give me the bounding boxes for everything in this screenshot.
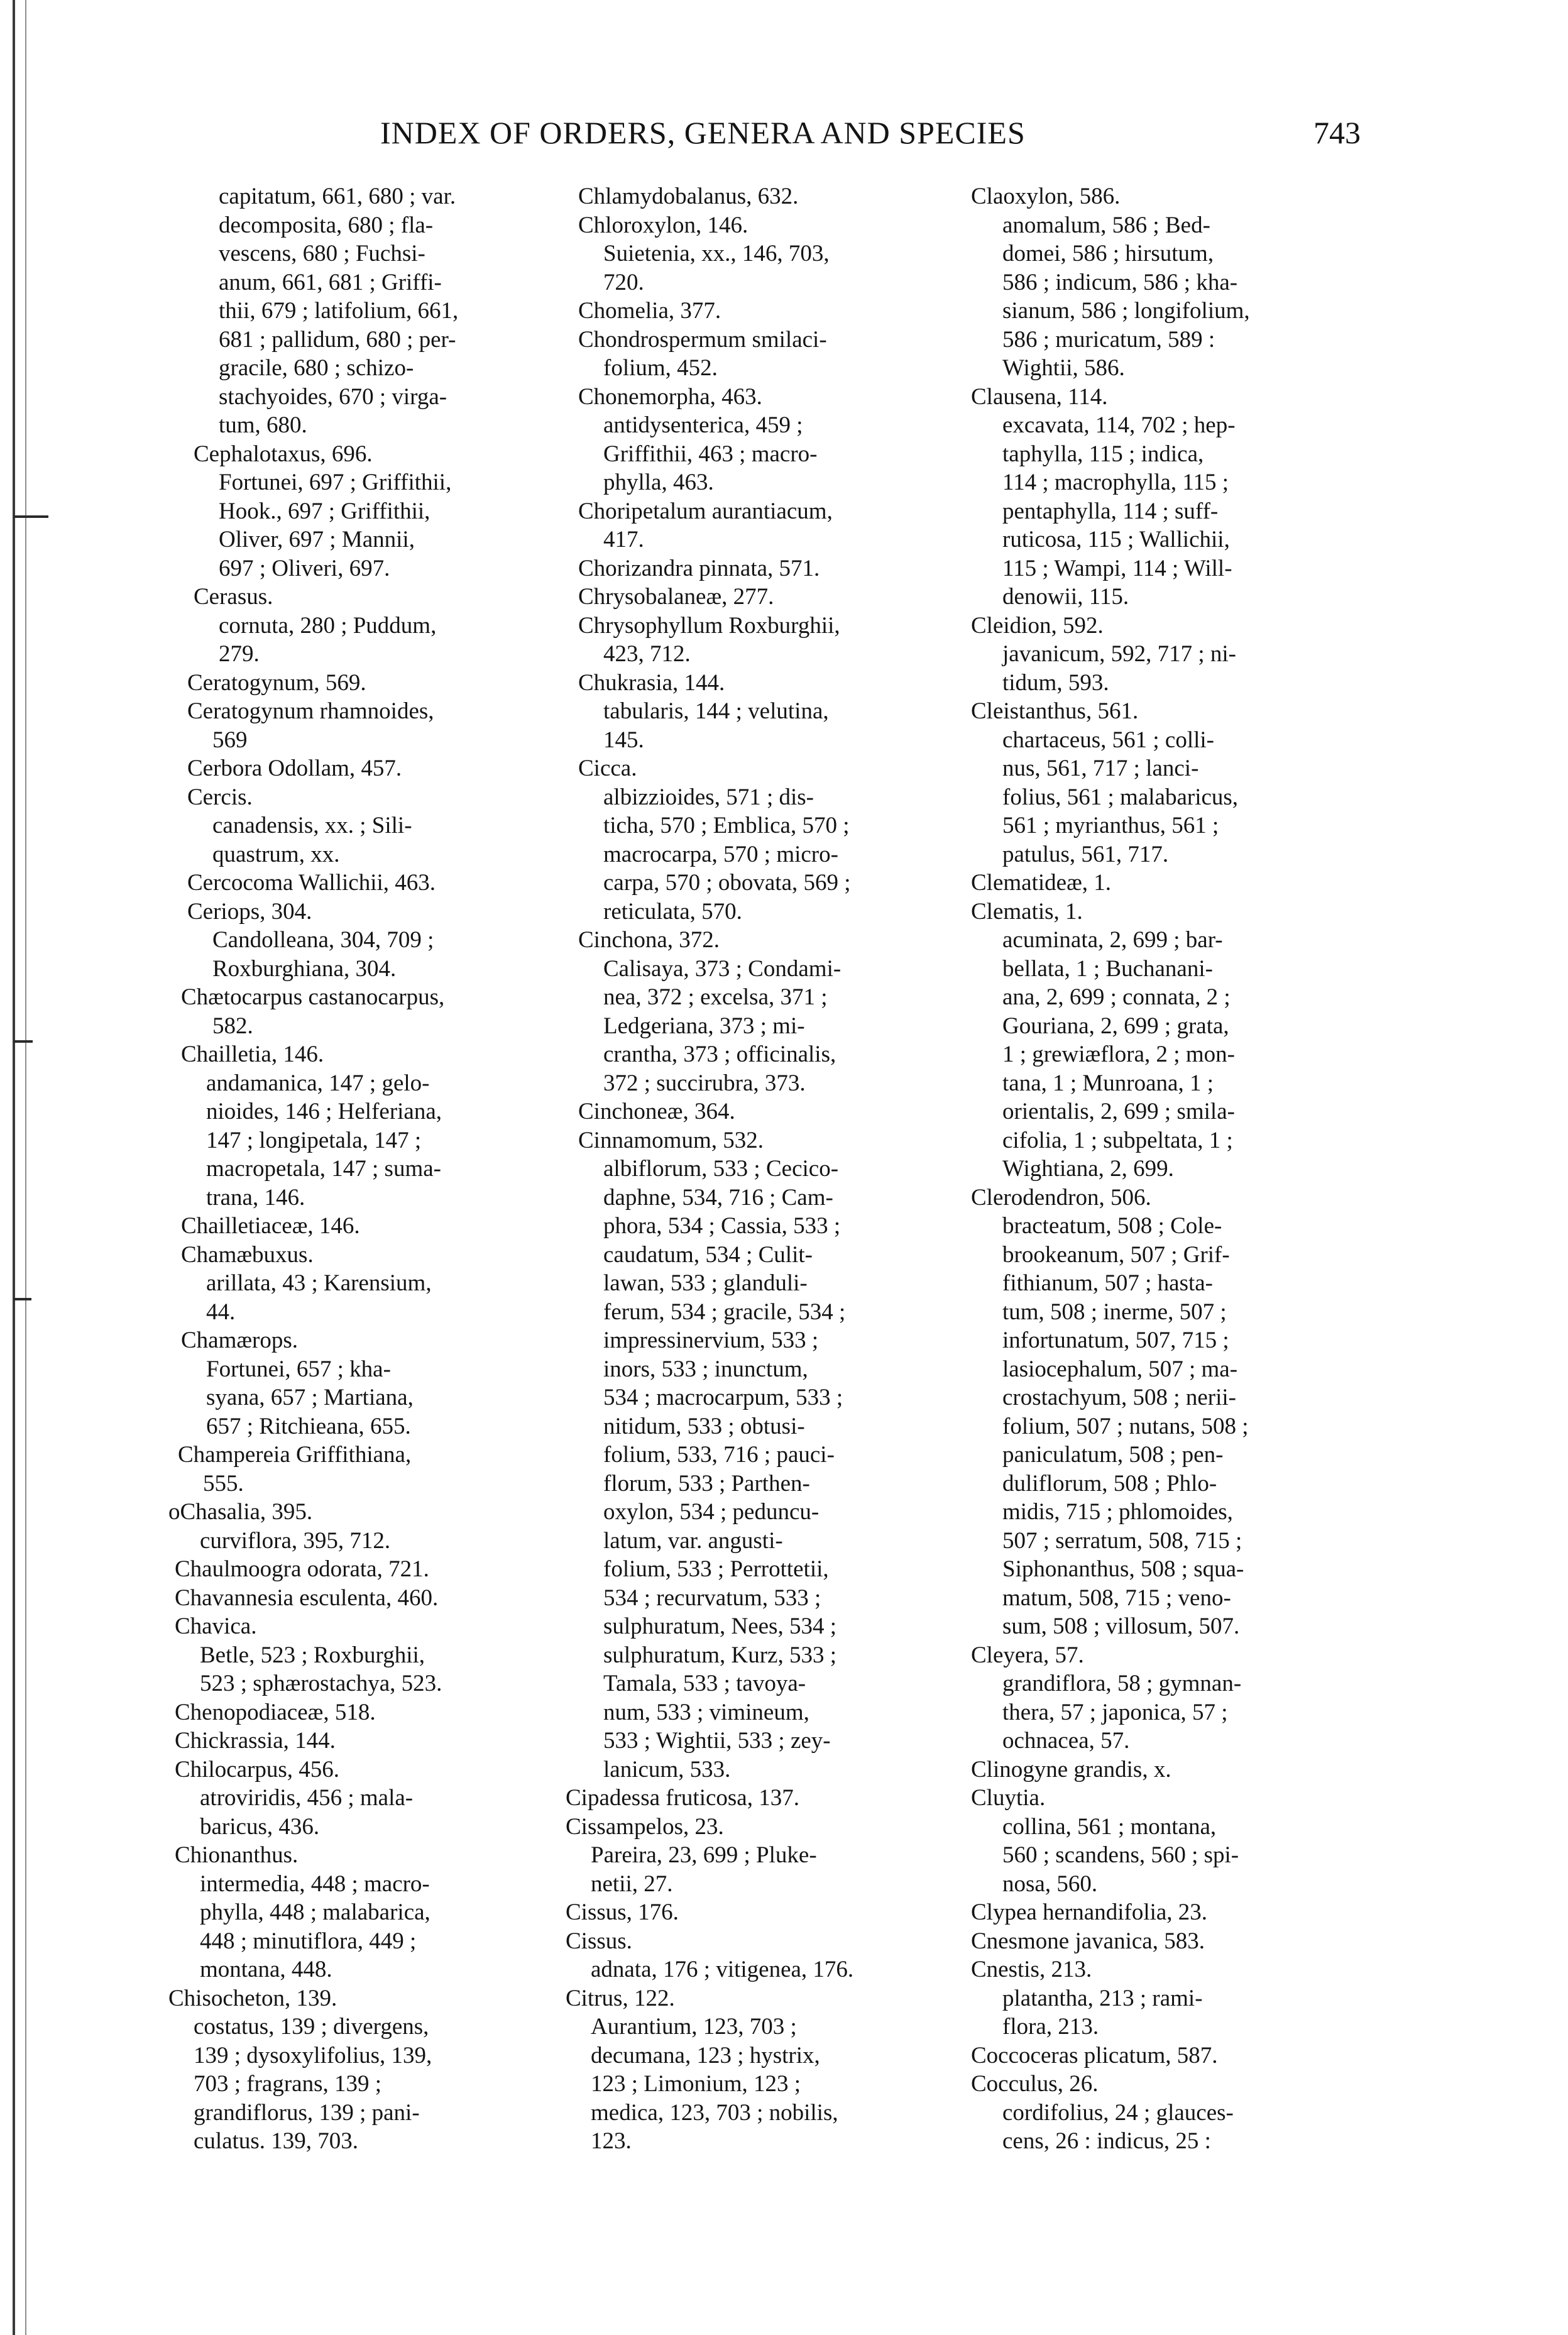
- index-line: 534 ; recurvatum, 533 ;: [603, 1585, 821, 1611]
- index-line: Chilocarpus, 456.: [175, 1756, 340, 1783]
- index-line: Fortunei, 697 ; Griffithii,: [219, 470, 452, 495]
- index-line: Cleidion, 592.: [971, 612, 1104, 639]
- index-line: lasiocephalum, 507 ; ma-: [1002, 1356, 1238, 1382]
- index-line: Coccoceras plicatum, 587.: [971, 2042, 1218, 2069]
- index-line: 44.: [206, 1299, 236, 1325]
- index-line: Cercocoma Wallichii, 463.: [187, 870, 436, 896]
- index-line: phylla, 463.: [603, 470, 714, 495]
- index-line: Clematis, 1.: [971, 898, 1083, 925]
- index-line: 703 ; fragrans, 139 ;: [194, 2071, 382, 2097]
- index-line: Cocculus, 26.: [971, 2071, 1099, 2097]
- index-line: tidum, 593.: [1002, 669, 1109, 696]
- index-line: crantha, 373 ; officinalis,: [603, 1041, 836, 1067]
- index-line: 657 ; Ritchieana, 655.: [206, 1413, 411, 1439]
- index-line: ferum, 534 ; gracile, 534 ;: [603, 1299, 846, 1325]
- index-line: 523 ; sphærostachya, 523.: [200, 1671, 442, 1696]
- index-line: Cnesmone javanica, 583.: [971, 1928, 1205, 1954]
- index-line: Cleistanthus, 561.: [971, 698, 1139, 724]
- index-line: Chamærops.: [181, 1327, 299, 1353]
- index-line: matum, 508, 715 ; veno-: [1002, 1585, 1231, 1611]
- index-column-1: [168, 182, 558, 2156]
- index-line: ruticosa, 115 ; Wallichii,: [1002, 527, 1230, 552]
- index-line: culatus. 139, 703.: [194, 2128, 359, 2154]
- index-line: Oliver, 697 ; Mannii,: [219, 527, 415, 552]
- index-line: Chukrasia, 144.: [578, 669, 725, 696]
- index-line: Griffithii, 463 ; macro-: [603, 441, 818, 467]
- index-line: 417.: [603, 527, 644, 552]
- index-line: costatus, 139 ; divergens,: [194, 2014, 429, 2040]
- index-line: Suietenia, xx., 146, 703,: [603, 241, 830, 266]
- index-line: arillata, 43 ; Karensium,: [206, 1270, 432, 1296]
- index-line: Chrysophyllum Roxburghii,: [578, 612, 840, 639]
- index-line: tana, 1 ; Munroana, 1 ;: [1002, 1070, 1214, 1096]
- index-line: platantha, 213 ; rami-: [1002, 1985, 1203, 2011]
- page-number: 743: [1313, 115, 1361, 150]
- index-line: cifolia, 1 ; subpeltata, 1 ;: [1002, 1127, 1233, 1153]
- index-line: acuminata, 2, 699 ; bar-: [1002, 927, 1223, 953]
- index-column-2: [559, 182, 949, 2156]
- index-line: cornuta, 280 ; Puddum,: [219, 612, 437, 639]
- index-line: Wightii, 586.: [1002, 355, 1125, 381]
- index-line: florum, 533 ; Parthen-: [603, 1470, 810, 1497]
- index-line: Chavica.: [175, 1613, 257, 1639]
- edge-mark: [14, 1040, 33, 1043]
- index-line: gracile, 680 ; schizo-: [219, 355, 414, 381]
- index-line: bracteatum, 508 ; Cole-: [1002, 1213, 1222, 1239]
- index-line: Chonemorpha, 463.: [578, 383, 762, 410]
- index-line: 720.: [603, 269, 644, 295]
- index-line: anum, 661, 681 ; Griffi-: [219, 269, 442, 295]
- index-line: Aurantium, 123, 703 ;: [591, 2014, 797, 2040]
- index-line: infortunatum, 507, 715 ;: [1002, 1327, 1229, 1353]
- index-line: anomalum, 586 ; Bed-: [1002, 212, 1210, 238]
- index-line: Cnestis, 213.: [971, 1957, 1092, 1982]
- index-line: Cluytia.: [971, 1785, 1046, 1811]
- index-line: Wightiana, 2, 699.: [1002, 1156, 1174, 1182]
- index-line: javanicum, 592, 717 ; ni-: [1002, 641, 1236, 667]
- index-line: syana, 657 ; Martiana,: [206, 1385, 414, 1410]
- index-line: 114 ; macrophylla, 115 ;: [1002, 470, 1229, 495]
- index-line: nea, 372 ; excelsa, 371 ;: [603, 984, 828, 1010]
- index-line: latum, var. angusti-: [603, 1527, 783, 1554]
- index-line: decomposita, 680 ; fla-: [219, 212, 434, 238]
- index-line: andamanica, 147 ; gelo-: [206, 1070, 430, 1096]
- index-line: albizzioides, 571 ; dis-: [603, 784, 814, 810]
- index-line: fithianum, 507 ; hasta-: [1002, 1270, 1213, 1296]
- index-line: 372 ; succirubra, 373.: [603, 1070, 806, 1096]
- index-line: Calisaya, 373 ; Condami-: [603, 955, 842, 982]
- index-line: 279.: [219, 641, 260, 667]
- index-line: midis, 715 ; phlomoides,: [1002, 1499, 1233, 1525]
- index-line: 123.: [591, 2128, 632, 2154]
- index-line: Chloroxylon, 146.: [578, 212, 748, 238]
- index-line: Clinogyne grandis, x.: [971, 1756, 1171, 1783]
- index-line: Roxburghiana, 304.: [212, 955, 397, 982]
- index-line: 123 ; Limonium, 123 ;: [591, 2071, 801, 2097]
- index-line: 697 ; Oliveri, 697.: [219, 555, 390, 581]
- index-line: Clausena, 114.: [971, 383, 1108, 410]
- index-line: Betle, 523 ; Roxburghii,: [200, 1642, 425, 1668]
- index-line: 534 ; macrocarpum, 533 ;: [603, 1385, 843, 1410]
- index-line: Cinnamomum, 532.: [578, 1127, 764, 1153]
- index-line: folium, 533, 716 ; pauci-: [603, 1442, 835, 1468]
- index-line: Chomelia, 377.: [578, 298, 721, 324]
- index-line: carpa, 570 ; obovata, 569 ;: [603, 870, 851, 896]
- index-line: Ledgeriana, 373 ; mi-: [603, 1013, 805, 1039]
- index-line: pentaphylla, 114 ; suff-: [1002, 498, 1219, 524]
- index-line: tum, 508 ; inerme, 507 ;: [1002, 1299, 1227, 1325]
- index-line: 448 ; minutiflora, 449 ;: [200, 1928, 417, 1954]
- index-line: phylla, 448 ; malabarica,: [200, 1899, 430, 1925]
- index-line: 561 ; myrianthus, 561 ;: [1002, 813, 1219, 838]
- index-line: 681 ; pallidum, 680 ; per-: [219, 326, 456, 353]
- index-line: excavata, 114, 702 ; hep-: [1002, 412, 1236, 438]
- index-line: baricus, 436.: [200, 1813, 320, 1840]
- index-line: domei, 586 ; hirsutum,: [1002, 241, 1214, 266]
- index-line: cordifolius, 24 ; glauces-: [1002, 2099, 1234, 2126]
- index-line: Chorizandra pinnata, 571.: [578, 555, 820, 581]
- index-line: Chisocheton, 139.: [168, 1985, 337, 2011]
- index-line: Chailletiaceæ, 146.: [181, 1213, 360, 1239]
- index-line: Choripetalum aurantiacum,: [578, 498, 833, 524]
- index-line: 115 ; Wampi, 114 ; Will-: [1002, 555, 1232, 581]
- index-line: grandiflora, 58 ; gymnan-: [1002, 1671, 1242, 1696]
- index-line: collina, 561 ; montana,: [1002, 1813, 1217, 1840]
- index-line: phora, 534 ; Cassia, 533 ;: [603, 1213, 841, 1239]
- index-line: quastrum, xx.: [212, 841, 340, 867]
- index-line: Cerbora Odollam, 457.: [187, 755, 402, 781]
- page-edge-rule-secondary: [25, 0, 26, 2335]
- index-line: caudatum, 534 ; Culit-: [603, 1241, 813, 1268]
- index-line: Champereia Griffithiana,: [178, 1442, 412, 1468]
- index-line: oxylon, 534 ; peduncu-: [603, 1499, 820, 1525]
- index-line: macropetala, 147 ; suma-: [206, 1156, 441, 1182]
- index-line: adnata, 176 ; vitigenea, 176.: [591, 1957, 854, 1982]
- index-line: folium, 507 ; nutans, 508 ;: [1002, 1413, 1249, 1439]
- index-line: Cinchona, 372.: [578, 927, 720, 953]
- index-line: nioides, 146 ; Helferiana,: [206, 1099, 442, 1124]
- edge-mark: [14, 515, 48, 518]
- index-line: Candolleana, 304, 709 ;: [212, 927, 434, 953]
- index-line: Fortunei, 657 ; kha-: [206, 1356, 391, 1382]
- index-line: Cerasus.: [194, 584, 273, 610]
- index-line: nitidum, 533 ; obtusi-: [603, 1413, 805, 1439]
- index-line: flora, 213.: [1002, 2014, 1099, 2040]
- index-line: Chavannesia esculenta, 460.: [175, 1585, 439, 1611]
- index-line: canadensis, xx. ; Sili-: [212, 813, 412, 838]
- index-line: curviflora, 395, 712.: [200, 1527, 391, 1554]
- index-line: Clematideæ, 1.: [971, 870, 1111, 896]
- index-line: antidysenterica, 459 ;: [603, 412, 803, 438]
- index-line: nus, 561, 717 ; lanci-: [1002, 755, 1199, 781]
- index-line: Claoxylon, 586.: [971, 184, 1121, 209]
- index-line: Cercis.: [187, 784, 253, 810]
- index-line: crostachyum, 508 ; nerii-: [1002, 1385, 1236, 1410]
- index-line: patulus, 561, 717.: [1002, 841, 1169, 867]
- index-line: 586 ; indicum, 586 ; kha-: [1002, 269, 1238, 295]
- index-line: montana, 448.: [200, 1957, 332, 1982]
- index-line: vescens, 680 ; Fuchsi-: [219, 241, 425, 266]
- index-line: Cleyera, 57.: [971, 1642, 1084, 1668]
- index-line: bellata, 1 ; Buchanani-: [1002, 955, 1213, 982]
- index-line: tabularis, 144 ; velutina,: [603, 698, 829, 724]
- index-line: sianum, 586 ; longifolium,: [1002, 298, 1250, 324]
- index-line: thii, 679 ; latifolium, 661,: [219, 298, 459, 324]
- index-line: cens, 26 : indicus, 25 :: [1002, 2128, 1211, 2154]
- index-line: Cissampelos, 23.: [566, 1813, 724, 1840]
- index-line: Clypea hernandifolia, 23.: [971, 1899, 1208, 1925]
- index-line: atroviridis, 456 ; mala-: [200, 1785, 414, 1811]
- index-line: reticulata, 570.: [603, 898, 742, 925]
- index-line: Cephalotaxus, 696.: [194, 441, 373, 467]
- index-line: lanicum, 533.: [603, 1756, 731, 1783]
- index-line: 423, 712.: [603, 641, 691, 667]
- index-line: Siphonanthus, 508 ; squa-: [1002, 1556, 1244, 1582]
- index-line: medica, 123, 703 ; nobilis,: [591, 2099, 838, 2126]
- index-line: Citrus, 122.: [566, 1985, 675, 2011]
- index-line: sulphuratum, Kurz, 533 ;: [603, 1642, 836, 1668]
- index-line: sum, 508 ; villosum, 507.: [1002, 1613, 1240, 1639]
- index-line: brookeanum, 507 ; Grif-: [1002, 1241, 1230, 1268]
- index-line: nosa, 560.: [1002, 1871, 1098, 1897]
- index-line: oChasalia, 395.: [168, 1499, 313, 1525]
- index-line: grandiflorus, 139 ; pani-: [194, 2099, 420, 2126]
- index-line: 533 ; Wightii, 533 ; zey-: [603, 1728, 831, 1754]
- index-line: Chlamydobalanus, 632.: [578, 184, 799, 209]
- index-line: 145.: [603, 727, 644, 753]
- index-line: Ceratogynum rhamnoides,: [187, 698, 434, 724]
- index-line: Gouriana, 2, 699 ; grata,: [1002, 1013, 1229, 1039]
- index-line: Ceratogynum, 569.: [187, 669, 366, 696]
- index-line: ticha, 570 ; Emblica, 570 ;: [603, 813, 850, 838]
- index-line: taphylla, 115 ; indica,: [1002, 441, 1204, 467]
- index-line: albiflorum, 533 ; Cecico-: [603, 1156, 839, 1182]
- index-line: orientalis, 2, 699 ; smila-: [1002, 1099, 1235, 1124]
- index-line: tum, 680.: [219, 412, 307, 438]
- index-line: folium, 452.: [603, 355, 718, 381]
- index-line: duliflorum, 508 ; Phlo-: [1002, 1470, 1217, 1497]
- index-line: 582.: [212, 1013, 253, 1039]
- index-line: 147 ; longipetala, 147 ;: [206, 1127, 422, 1153]
- index-line: netii, 27.: [591, 1871, 673, 1897]
- index-line: Chionanthus.: [175, 1842, 299, 1868]
- edge-mark: [14, 1298, 31, 1300]
- index-line: inors, 533 ; inunctum,: [603, 1356, 808, 1382]
- index-line: Cissus.: [566, 1928, 632, 1954]
- index-line: 555.: [203, 1470, 244, 1497]
- index-line: Chætocarpus castanocarpus,: [181, 984, 445, 1010]
- index-line: Cicca.: [578, 755, 637, 781]
- index-line: lawan, 533 ; glanduli-: [603, 1270, 808, 1296]
- index-line: ochnacea, 57.: [1002, 1728, 1130, 1754]
- index-line: Chenopodiaceæ, 518.: [175, 1699, 376, 1725]
- index-line: Ceriops, 304.: [187, 898, 312, 925]
- index-line: chartaceus, 561 ; colli-: [1002, 727, 1214, 753]
- index-line: 1 ; grewiæflora, 2 ; mon-: [1002, 1041, 1235, 1067]
- index-line: impressinervium, 533 ;: [603, 1327, 819, 1353]
- running-head: INDEX OF ORDERS, GENERA AND SPECIES: [380, 115, 1026, 150]
- index-line: Chrysobalaneæ, 277.: [578, 584, 774, 610]
- index-line: 507 ; serratum, 508, 715 ;: [1002, 1527, 1242, 1554]
- index-line: Pareira, 23, 699 ; Pluke-: [591, 1842, 817, 1868]
- index-line: ana, 2, 699 ; connata, 2 ;: [1002, 984, 1231, 1010]
- index-line: Chamæbuxus.: [181, 1241, 314, 1268]
- index-line: 569: [212, 727, 248, 753]
- index-line: denowii, 115.: [1002, 584, 1129, 610]
- index-line: Chailletia, 146.: [181, 1041, 324, 1067]
- index-line: sulphuratum, Nees, 534 ;: [603, 1613, 836, 1639]
- index-line: capitatum, 661, 680 ; var.: [219, 184, 456, 209]
- index-line: Chickrassia, 144.: [175, 1728, 336, 1754]
- index-line: Chondrospermum smilaci-: [578, 326, 827, 353]
- index-line: folius, 561 ; malabaricus,: [1002, 784, 1239, 810]
- index-line: paniculatum, 508 ; pen-: [1002, 1442, 1224, 1468]
- index-line: thera, 57 ; japonica, 57 ;: [1002, 1699, 1228, 1725]
- index-line: num, 533 ; vimineum,: [603, 1699, 809, 1725]
- index-line: Chaulmoogra odorata, 721.: [175, 1556, 429, 1582]
- index-line: folium, 533 ; Perrottetii,: [603, 1556, 829, 1582]
- index-line: Cipadessa fruticosa, 137.: [566, 1785, 799, 1811]
- page-edge-rule: [13, 0, 15, 2335]
- index-line: 139 ; dysoxylifolius, 139,: [194, 2042, 432, 2069]
- index-line: 586 ; muricatum, 589 :: [1002, 326, 1215, 353]
- index-line: decumana, 123 ; hystrix,: [591, 2042, 820, 2069]
- index-line: trana, 146.: [206, 1184, 305, 1211]
- index-column-3: [952, 182, 1354, 2156]
- index-line: Clerodendron, 506.: [971, 1184, 1151, 1211]
- index-line: Cissus, 176.: [566, 1899, 679, 1925]
- index-line: 560 ; scandens, 560 ; spi-: [1002, 1842, 1239, 1868]
- index-line: stachyoides, 670 ; virga-: [219, 383, 447, 410]
- index-line: Cinchoneæ, 364.: [578, 1099, 735, 1124]
- index-line: macrocarpa, 570 ; micro-: [603, 841, 838, 867]
- index-line: daphne, 534, 716 ; Cam-: [603, 1184, 833, 1211]
- index-line: intermedia, 448 ; macro-: [200, 1871, 430, 1897]
- index-line: Tamala, 533 ; tavoya-: [603, 1671, 806, 1696]
- index-line: Hook., 697 ; Griffithii,: [219, 498, 430, 524]
